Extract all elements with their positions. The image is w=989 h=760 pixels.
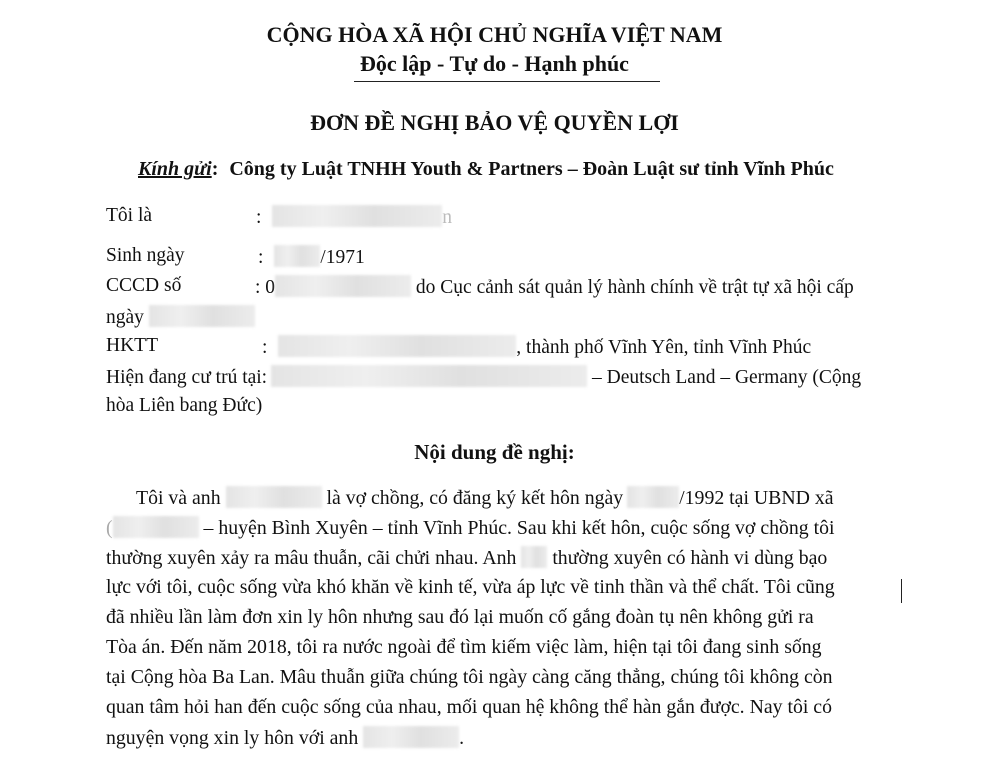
body-line-1: [136, 486, 834, 510]
body-text: thường xuyên có hành vi dùng bạo: [552, 547, 828, 569]
body-text: Tôi và anh: [136, 487, 221, 509]
body-line-9: [106, 726, 464, 750]
id-date-row: [106, 305, 255, 329]
residence-row: [106, 365, 861, 389]
body-line-5: đã nhiều lần làm đơn xin ly hôn nhưng sau đó lại muốn cố gắng đoàn tụ nên không gửi ra: [106, 606, 814, 628]
motto: Độc lập - Tự do - Hạnh phúc: [360, 51, 629, 76]
redacted-husband-name: [226, 486, 322, 508]
id-text: do Cục cảnh sát quản lý hành chính về trật tự xã hội cấp: [415, 277, 854, 298]
recipient-value: Công ty Luật TNHH Youth & Partners – Đoàn Luật sư tỉnh Vĩnh Phúc: [229, 158, 834, 180]
dob-label: Sinh ngày: [106, 245, 185, 266]
dob-colon: :: [258, 247, 264, 268]
name-tail: n: [442, 207, 453, 228]
document-title: ĐƠN ĐỀ NGHỊ BẢO VỆ QUYỀN LỢI: [310, 110, 679, 135]
hktt-row: [262, 335, 811, 359]
body-line-7: tại Cộng hòa Ba Lan. Mâu thuẫn giữa chúng tôi ngày càng căng thẳng, chúng tôi không còn: [106, 666, 833, 688]
redacted-husband-short: [521, 546, 547, 568]
text-cursor: [901, 579, 902, 603]
redacted-husband-final: [363, 726, 459, 748]
redacted-address: [278, 335, 516, 357]
hktt-colon: :: [262, 337, 268, 358]
hktt-tail: , thành phố Vĩnh Yên, tỉnh Vĩnh Phúc: [516, 337, 812, 358]
redacted-name: [272, 205, 442, 227]
id-date-label: ngày: [106, 307, 144, 328]
body-text: – huyện Bình Xuyên – tỉnh Vĩnh Phúc. Sau khi kết hôn, cuộc sống vợ chồng tôi: [203, 517, 835, 539]
redacted-dob: [274, 245, 320, 267]
dob-value: /1971: [320, 247, 365, 268]
redacted-marriage-date: [627, 486, 679, 508]
id-label: CCCD số: [106, 275, 182, 296]
motto-underline: [354, 81, 660, 82]
redacted-commune: [113, 516, 199, 538]
id-row: [255, 275, 854, 299]
residence-tail: – Deutsch Land – Germany (Cộng: [591, 367, 862, 388]
recipient-line: [138, 158, 834, 181]
redacted-residence: [271, 365, 587, 387]
name-row: [256, 205, 452, 229]
body-text: (: [106, 517, 113, 539]
recipient-label: Kính gửi: [138, 158, 212, 180]
body-line-4: lực với tôi, cuộc sống vừa khó khăn về kinh tế, vừa áp lực về tinh thần và thể chất. Tôi cũng: [106, 576, 835, 598]
name-label: Tôi là: [106, 205, 153, 226]
redacted-id-date: [149, 305, 255, 327]
id-colon: : 0: [255, 277, 276, 298]
nation-heading: CỘNG HÒA XÃ HỘI CHỦ NGHĨA VIỆT NAM: [266, 22, 723, 47]
recipient-colon: :: [211, 158, 219, 180]
name-colon: :: [256, 207, 262, 228]
body-line-8: quan tâm hỏi han đến cuộc sống của nhau, mối quan hệ không thể hàn gắn được. Nay tôi có: [106, 696, 832, 718]
body-text: là vợ chồng, có đăng ký kết hôn ngày: [326, 487, 624, 509]
body-line-2: [106, 516, 835, 540]
body-text: thường xuyên xảy ra mâu thuẫn, cãi chửi nhau. Anh: [106, 547, 517, 569]
residence-label: Hiện đang cư trú tại:: [106, 367, 268, 388]
body-text: .: [459, 727, 465, 749]
section-title: Nội dung đề nghị:: [414, 440, 575, 464]
body-text: nguyện vọng xin ly hôn với anh: [106, 727, 359, 749]
dob-row: [258, 245, 365, 269]
body-line-6: Tòa án. Đến năm 2018, tôi ra nước ngoài để tìm kiếm việc làm, hiện tại tôi đang sinh sống: [106, 636, 822, 658]
hktt-label: HKTT: [106, 335, 158, 356]
redacted-id: [275, 275, 411, 297]
body-text: /1992 tại UBND xã: [679, 487, 834, 509]
residence-line2: hòa Liên bang Đức): [106, 395, 263, 416]
body-line-3: [106, 546, 827, 570]
